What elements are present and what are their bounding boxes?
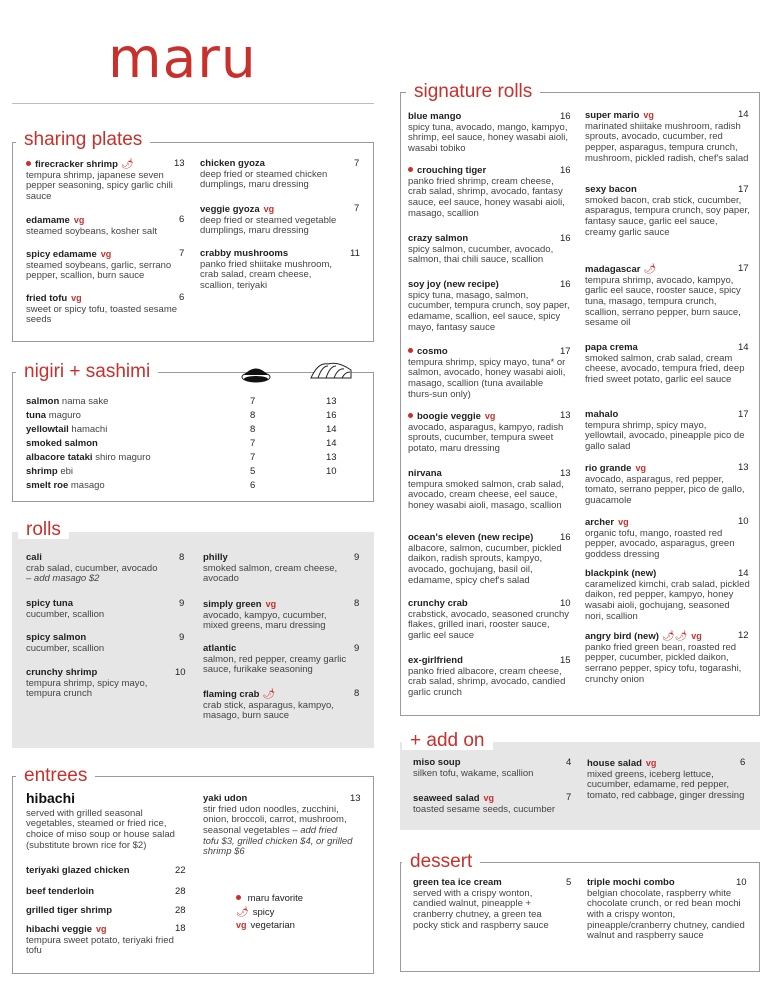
menu-item: crunchy shrimp tempura shrimp, spicy mayo, tempura crunch xyxy=(26,667,148,700)
nigiri-row: smoked salmon 7 14 xyxy=(26,438,337,449)
vegetarian-icon: vg xyxy=(265,599,277,609)
price: 15 xyxy=(560,655,571,666)
price: 6 xyxy=(179,214,185,225)
menu-item: edamame vg steamed soybeans, kosher salt xyxy=(26,215,157,237)
chili-pepper-icon: 🌶🌶 xyxy=(661,631,688,642)
price: 10 xyxy=(736,877,747,888)
nigiri-row: salmon nama sake 7 13 xyxy=(26,396,337,407)
vegetarian-icon: vg xyxy=(96,924,107,934)
price: 14 xyxy=(738,568,749,579)
menu-item: philly smoked salmon, cream cheese, avocado xyxy=(203,552,338,585)
price: 13 xyxy=(350,793,361,804)
menu-item: sexy bacon smoked bacon, crab stick, cucumber, asparagus, tempura crunch, soy paper, fantasy sauce, garlic eel sauce, creamy garlic sauce xyxy=(585,184,750,238)
menu-item: papa crema smoked salmon, crab salad, cream cheese, avocado, tempura fried, deep fried sweet potato, garlic eel sauce xyxy=(585,342,745,385)
price: 8 xyxy=(354,688,360,699)
price: 9 xyxy=(179,598,185,609)
favorite-icon xyxy=(408,167,413,172)
vegetarian-icon: vg xyxy=(483,793,495,803)
menu-item: cali crab salad, cucumber, avocado – add masago $2 xyxy=(26,552,158,585)
menu-item: grilled tiger shrimp xyxy=(26,905,113,916)
price: 16 xyxy=(560,233,571,244)
chili-pepper-icon: 🌶 xyxy=(236,907,249,918)
section-title-addon: + add on xyxy=(402,731,493,750)
menu-item: triple mochi combo belgian chocolate, raspberry white chocolate crunch, or red bean mochi with a crispy wonton, pineapple/cranberry chutney, candied walnut and raspberry sauce xyxy=(587,877,745,942)
legend: maru favorite 🌶 spicy vg vegetarian xyxy=(236,893,304,931)
menu-item: boogie veggie vg avocado, asparagus, kampyo, radish sprouts, cucumber, tempura sweet potato, maru dressing xyxy=(408,411,564,454)
price: 13 xyxy=(560,468,571,479)
vegetarian-icon: vg xyxy=(618,517,629,527)
logo: maru xyxy=(108,26,257,90)
menu-item: nirvana tempura smoked salmon, crab salad, avocado, cream cheese, eel sauce, honey wasabi aioli, masago, scallion xyxy=(408,468,564,511)
menu-item: hibachi veggie vg tempura sweet potato, teriyaki fried tofu xyxy=(26,924,174,957)
price: 16 xyxy=(560,111,571,122)
menu-item: simply green vg avocado, kampyo, cucumber, mixed greens, maru dressing xyxy=(203,599,327,632)
price: 18 xyxy=(175,923,186,934)
menu-item: green tea ice cream served with a crispy wonton, candied walnut, pineapple + cranberry chutney, a green tea pocky stick and raspberry sauce xyxy=(413,877,549,931)
menu-item: madagascar 🌶 tempura shrimp, avocado, kampyo, garlic eel sauce, rooster sauce, spicy tuna, masago, tempura crunch, scallion, serrano pepper, burn sauce, sesame oil xyxy=(585,264,741,329)
price: 5 xyxy=(566,877,572,888)
price: 9 xyxy=(354,552,360,563)
price: 9 xyxy=(354,643,360,654)
price: 10 xyxy=(738,516,749,527)
menu-item: crazy salmon spicy salmon, cucumber, avocado, salmon, thai chili sauce, scallion xyxy=(408,233,554,266)
menu-item: blue mango spicy tuna, avocado, mango, kampyo, shrimp, eel sauce, honey wasabi aioli, wasabi tobiko xyxy=(408,111,569,154)
price: 12 xyxy=(738,630,749,641)
price: 6 xyxy=(179,292,185,303)
section-title-entrees: entrees xyxy=(16,766,95,785)
section-title-nigiri: nigiri + sashimi xyxy=(16,362,158,381)
section-title-rolls: rolls xyxy=(18,520,69,539)
vegetarian-icon: vg xyxy=(71,293,82,303)
vegetarian-icon: vg xyxy=(73,215,85,225)
favorite-icon xyxy=(408,413,413,418)
price: 7 xyxy=(566,792,572,803)
menu-item: spicy edamame vg steamed soybeans, garlic, serrano pepper, scallion, burn sauce xyxy=(26,249,172,282)
menu-item: crunchy crab crabstick, avocado, seasoned crunchy flakes, grilled inari, rooster sauce, garlic eel sauce xyxy=(408,598,570,641)
price: 17 xyxy=(738,409,749,420)
menu-item: cosmo tempura shrimp, spicy mayo, tuna* or salmon, avocado, honey wasabi aioli, masago, scallion (tuna available thurs-sun only) xyxy=(408,346,566,400)
favorite-icon xyxy=(26,161,31,166)
menu-item: chicken gyoza deep fried or steamed chicken dumplings, maru dressing xyxy=(200,158,328,191)
price: 28 xyxy=(175,905,186,916)
vegetarian-icon: vg xyxy=(635,463,646,473)
menu-item: crouching tiger panko fried shrimp, cream cheese, crab salad, shrimp, avocado, fantasy sauce, eel sauce, honey wasabi aioli, masago, scallion xyxy=(408,165,565,219)
price: 10 xyxy=(175,667,186,678)
nigiri-row: shrimp ebi 5 10 xyxy=(26,466,337,477)
menu-item: crabby mushrooms panko fried shiitake mushroom, crab salad, cream cheese, scallion, teriyaki xyxy=(200,248,333,291)
price: 6 xyxy=(740,757,746,768)
menu-item: fried tofu vg sweet or spicy tofu, toasted sesame seeds xyxy=(26,293,178,326)
price: 17 xyxy=(560,346,571,357)
menu-item: beef tenderloin xyxy=(26,886,95,897)
hibachi-block: hibachi served with grilled seasonal vegetables, steamed or fried rice, choice of miso soup or house salad (substitute brown rice for $2) xyxy=(26,790,175,851)
price: 10 xyxy=(560,598,571,609)
menu-item: super mario vg marinated shiitake mushroom, radish sprouts, avocado, cucumber, red pepper, asparagus, tempura crunch, mushroom, pickled radish, chef's salad xyxy=(585,110,749,164)
menu-item: spicy salmon cucumber, scallion xyxy=(26,632,105,654)
vegetarian-icon: vg xyxy=(236,920,247,930)
nigiri-row: smelt roe masago 6 xyxy=(26,480,256,491)
price: 8 xyxy=(179,552,185,563)
price: 11 xyxy=(350,248,360,259)
menu-item: teriyaki glazed chicken xyxy=(26,865,130,876)
nigiri-row: yellowtail hamachi 8 14 xyxy=(26,424,337,435)
menu-item: veggie gyoza vg deep fried or steamed vegetable dumplings, maru dressing xyxy=(200,204,337,237)
price: 16 xyxy=(560,532,571,543)
menu-item: soy joy (new recipe) spicy tuna, masago, salmon, cucumber, tempura crunch, soy paper, edamame, scallion, eel sauce, spicy mayo, fantasy sauce xyxy=(408,279,570,333)
vegetarian-icon: vg xyxy=(643,110,654,120)
vegetarian-icon: vg xyxy=(263,204,275,214)
menu-item: firecracker shrimp 🌶 tempura shrimp, japanese seven pepper seasoning, spicy garlic chili sauce xyxy=(26,159,173,202)
menu-item: ocean's eleven (new recipe) albacore, salmon, cucumber, pickled daikon, radish sprouts, kampyo, avocado, gochujang, basil oil, edamame, spicy chef's salad xyxy=(408,532,562,586)
nigiri-row: tuna maguro 8 16 xyxy=(26,410,337,421)
vegetarian-icon: vg xyxy=(691,631,702,641)
menu-item: atlantic salmon, red pepper, creamy garlic sauce, furikake seasoning xyxy=(203,643,347,676)
vegetarian-icon: vg xyxy=(484,411,496,421)
menu-item: spicy tuna cucumber, scallion xyxy=(26,598,105,620)
chili-pepper-icon: 🌶 xyxy=(262,689,276,700)
menu-item: rio grande vg avocado, asparagus, red pepper, tomato, serrano pepper, pico de gallo, guacamole xyxy=(585,463,745,506)
price: 13 xyxy=(174,158,185,169)
menu-item: yaki udon stir fried udon noodles, zucchini, onion, broccoli, carrot, mushroom, seasonal vegetables – add fried tofu $3, grilled chicken $4, or grilled shrimp $6 xyxy=(203,793,353,858)
vegetarian-icon: vg xyxy=(645,758,657,768)
price: 16 xyxy=(560,165,571,176)
section-title-sharing: sharing plates xyxy=(16,130,150,149)
price: 16 xyxy=(560,279,571,290)
menu-item: flaming crab 🌶 crab stick, asparagus, kampyo, masago, burn sauce xyxy=(203,689,334,722)
section-title-dessert: dessert xyxy=(402,852,480,871)
price: 4 xyxy=(566,757,572,768)
price: 14 xyxy=(738,109,749,120)
menu-item: angry bird (new) 🌶🌶 vg panko fried green bean, roasted red pepper, cucumber, pickled daikon, serrano pepper, spicy tofu, togarashi, crunchy onion xyxy=(585,631,742,685)
price: 7 xyxy=(354,158,360,169)
favorite-icon xyxy=(408,348,413,353)
menu-item: blackpink (new) caramelized kimchi, crab salad, pickled daikon, red pepper, kampyo, honey wasabi aioli, gochujang, seasoned nori, scallion xyxy=(585,568,750,622)
price: 22 xyxy=(175,865,186,876)
sashimi-icon xyxy=(308,358,354,384)
price: 13 xyxy=(738,462,749,473)
price: 17 xyxy=(738,184,749,195)
price: 14 xyxy=(738,342,749,353)
menu-item: ex-girlfriend panko fried albacore, cream cheese, crab salad, shrimp, avocado, candied garlic crunch xyxy=(408,655,566,698)
menu-item: mahalo tempura shrimp, spicy mayo, yellowtail, avocado, pineapple pico de gallo salad xyxy=(585,409,745,452)
chili-pepper-icon: 🌶 xyxy=(643,264,657,275)
section-title-signature: signature rolls xyxy=(406,82,540,101)
nigiri-row: albacore tataki shiro maguro 7 13 xyxy=(26,452,337,463)
menu-item: house salad vg mixed greens, iceberg lettuce, cucumber, edamame, red pepper, tomato, red cabbage, ginger dressing xyxy=(587,758,745,801)
vegetarian-icon: vg xyxy=(100,249,112,259)
menu-item: archer vg organic tofu, mango, roasted red pepper, avocado, asparagus, green goddess dressing xyxy=(585,517,735,560)
price: 17 xyxy=(738,263,749,274)
price: 8 xyxy=(354,598,360,609)
favorite-icon xyxy=(236,895,241,900)
menu-item: seaweed salad vg toasted sesame seeds, cucumber xyxy=(413,793,556,815)
price: 9 xyxy=(179,632,185,643)
divider xyxy=(12,103,374,104)
nigiri-icon xyxy=(240,362,272,384)
price: 28 xyxy=(175,886,186,897)
menu-item: miso soup silken tofu, wakame, scallion xyxy=(413,757,534,779)
price: 13 xyxy=(560,410,571,421)
price: 7 xyxy=(354,203,360,214)
price: 7 xyxy=(179,248,185,259)
chili-pepper-icon: 🌶 xyxy=(120,159,134,170)
